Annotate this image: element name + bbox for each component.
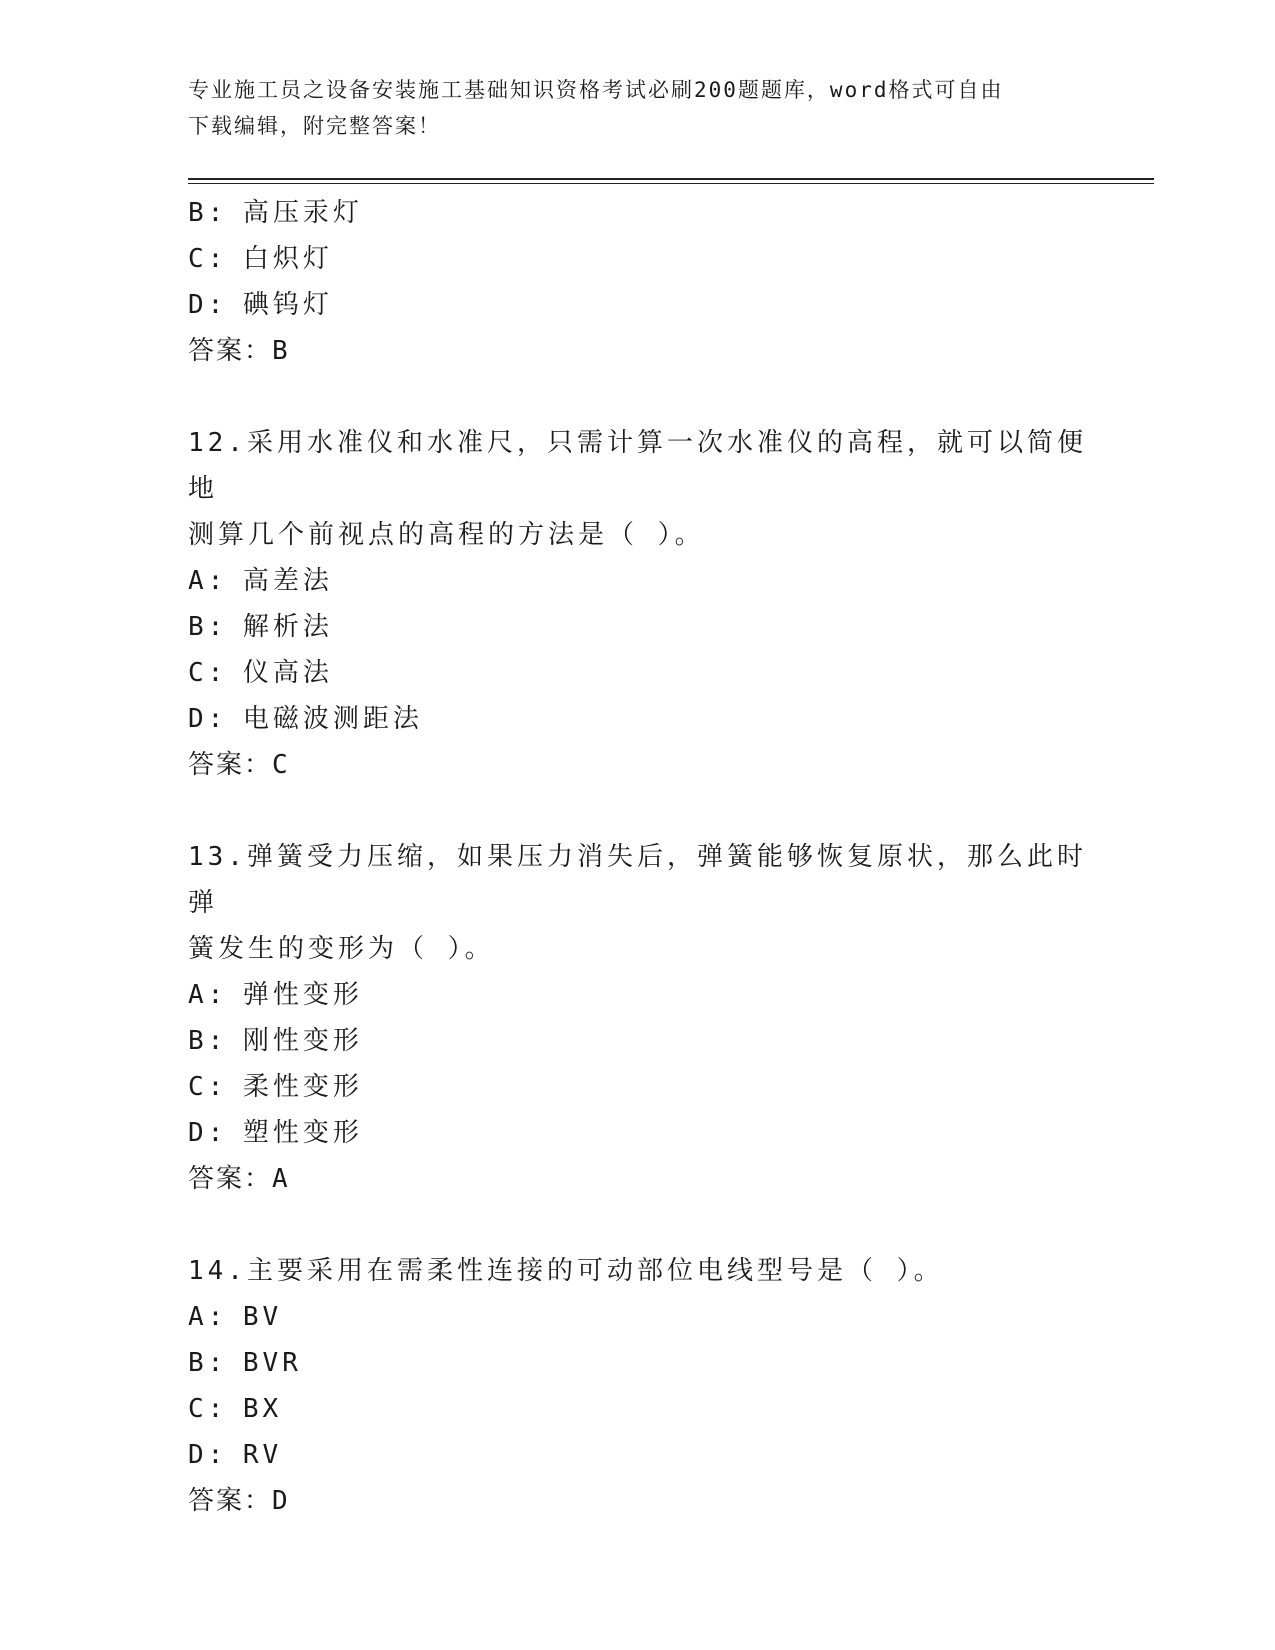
header-divider-thick (188, 178, 1154, 180)
option-d: D: 碘钨灯 (188, 290, 333, 320)
question-block-12 (188, 420, 1088, 788)
question-block-14 (188, 1248, 1088, 1524)
option-a: A: 弹性变形 (188, 980, 363, 1010)
option-c: C: BX (188, 1394, 283, 1424)
question-text-line1: 13.弹簧受力压缩，如果压力消失后，弹簧能够恢复原状，那么此时弹 (188, 842, 1087, 918)
question-text-line2: 簧发生的变形为（ ）。 (188, 934, 495, 964)
option-a: A: 高差法 (188, 566, 333, 596)
option-d: D: 电磁波测距法 (188, 704, 423, 734)
answer: 答案：B (188, 336, 290, 366)
question-text-line2: 测算几个前视点的高程的方法是（ ）。 (188, 520, 705, 550)
option-c: C: 仪高法 (188, 658, 333, 688)
option-a: A: BV (188, 1302, 283, 1332)
option-c: C: 白炽灯 (188, 244, 333, 274)
document-body (188, 190, 1088, 1524)
answer: 答案：A (188, 1164, 290, 1194)
document-header (188, 72, 1088, 144)
answer: 答案：C (188, 750, 290, 780)
option-b: B: 解析法 (188, 612, 333, 642)
question-text-line1: 14.主要采用在需柔性连接的可动部位电线型号是（ ）。 (188, 1256, 944, 1286)
question-block-13 (188, 834, 1088, 1202)
answer: 答案：D (188, 1486, 290, 1516)
option-b: B: 高压汞灯 (188, 198, 363, 228)
option-b: B: BVR (188, 1348, 302, 1378)
question-block-continued (188, 190, 1088, 374)
header-divider-thin (188, 183, 1154, 184)
option-d: D: RV (188, 1440, 283, 1470)
question-text-line1: 12.采用水准仪和水准尺，只需计算一次水准仪的高程，就可以简便地 (188, 428, 1087, 504)
option-b: B: 刚性变形 (188, 1026, 363, 1056)
option-c: C: 柔性变形 (188, 1072, 363, 1102)
header-title-line2: 下载编辑，附完整答案！ (188, 114, 441, 138)
header-title-line1: 专业施工员之设备安装施工基础知识资格考试必刷200题题库，word格式可自由 (188, 78, 1004, 102)
option-d: D: 塑性变形 (188, 1118, 363, 1148)
